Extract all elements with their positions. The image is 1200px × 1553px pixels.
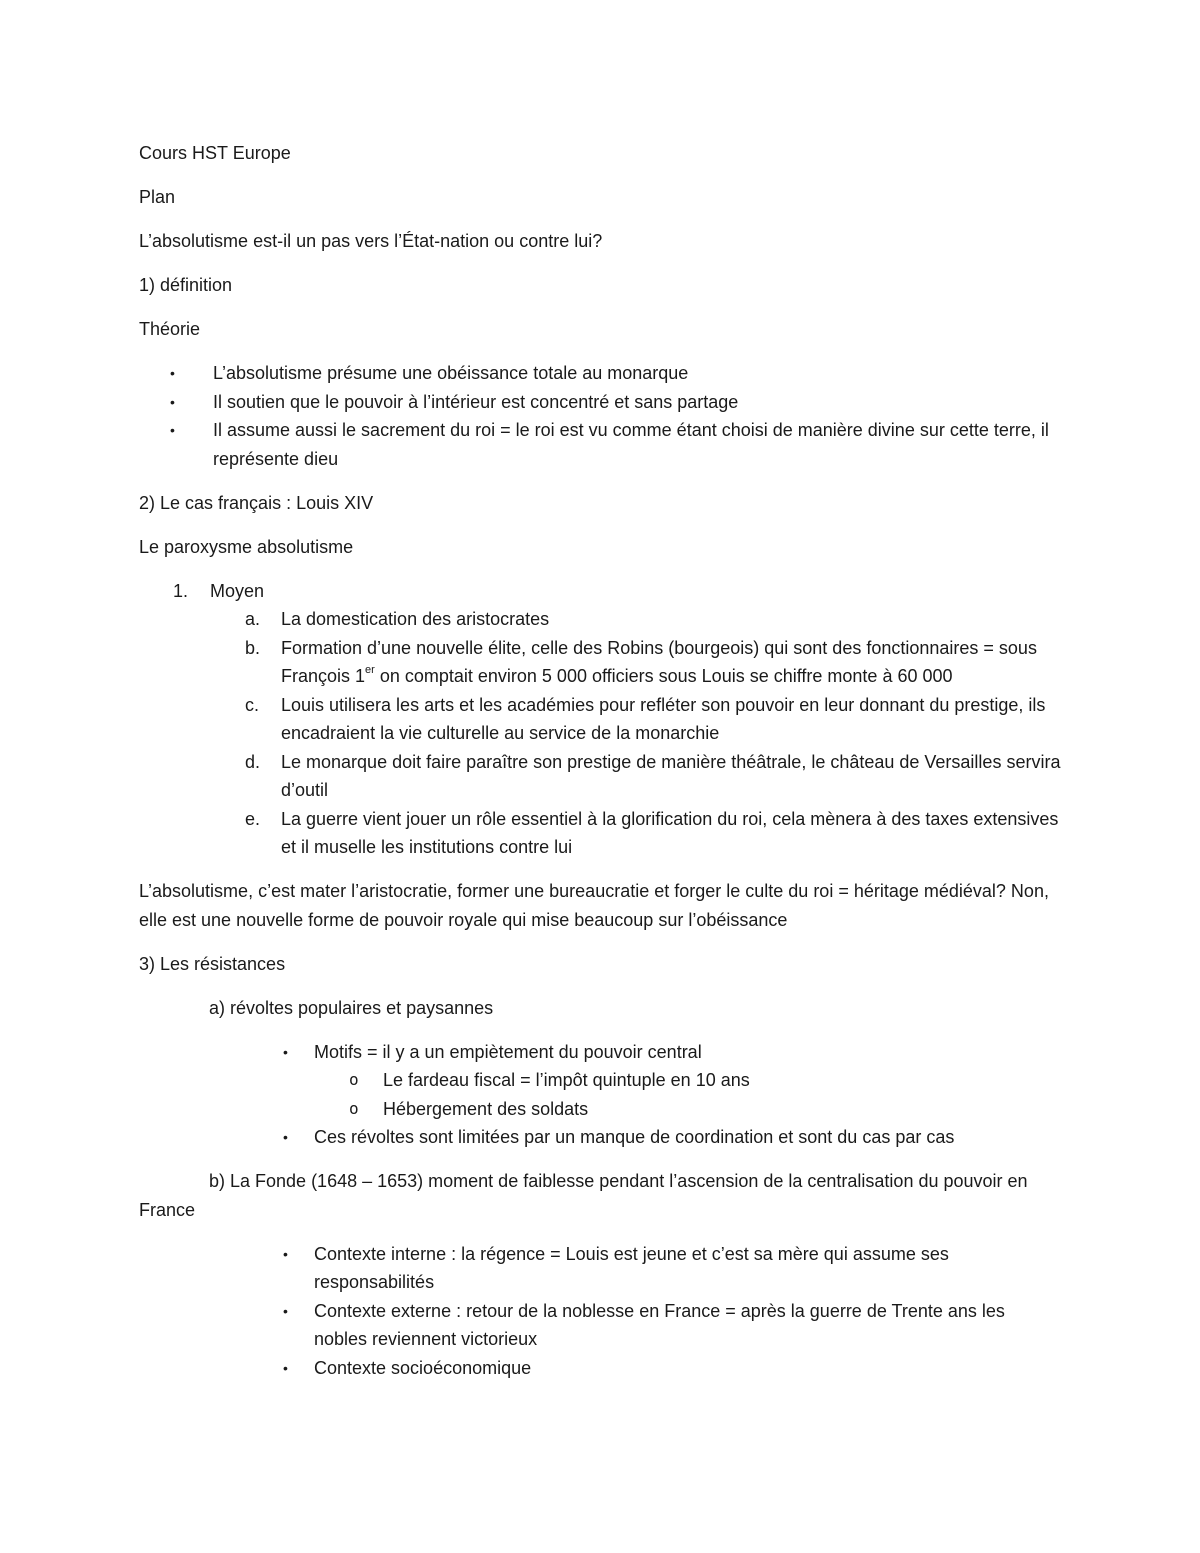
list-item: d. Le monarque doit faire paraître son prestige de manière théâtrale, le château de Versailles servira d’outil: [139, 748, 1061, 805]
superscript: er: [365, 664, 375, 676]
bullet-icon: •: [283, 1302, 288, 1319]
section-3-heading: 3) Les résistances: [139, 953, 286, 974]
sub-bullet-icon: o: [349, 1070, 359, 1089]
sub-bullet-icon: o: [349, 1098, 359, 1118]
list-letter: e.: [245, 808, 261, 829]
bullet-icon: •: [170, 393, 175, 410]
list-item: o Le fardeau fiscal = l’impôt quintuple en 10 ans: [314, 1066, 1061, 1095]
list-letter: c.: [245, 694, 260, 715]
section-1-subheading: Théorie: [139, 319, 201, 339]
bullet-icon: •: [283, 1245, 288, 1262]
subsection-b-heading: b) La Fonde (1648 – 1653) moment de faiblesse pendant l’ascension de la centralisation du pouvoir en France: [139, 1171, 1028, 1220]
list-item: • Contexte externe : retour de la noblesse en France = après la guerre de Trente ans les nobles reviennent victorieux: [213, 1297, 1061, 1354]
bullet-icon: •: [283, 1359, 288, 1376]
list-item: o Hébergement des soldats: [314, 1095, 1061, 1124]
list-letter: a.: [245, 609, 261, 629]
section-2-heading: 2) Le cas français : Louis XIV: [139, 492, 374, 513]
list-item: c. Louis utilisera les arts et les académies pour refléter son pouvoir en leur donnant du prestige, ils encadraient la vie culturelle au service de la monarchie: [139, 691, 1061, 748]
list-item: b. Formation d’une nouvelle élite, celle des Robins (bourgeois) qui sont des fonctionnaires = sous François 1er on comptait environ 5 000 officiers sous Louis se chiffre monte à 60 000: [139, 634, 1061, 691]
limits-bullet-list: [213, 1123, 1061, 1152]
motifs-sub-list: [314, 1066, 1061, 1123]
section-1-heading: 1) définition: [139, 275, 233, 295]
list-item: • Contexte socioéconomique: [213, 1354, 1061, 1383]
subsection-a-heading: a) révoltes populaires et paysannes: [209, 997, 494, 1018]
list-number: 1.: [173, 580, 189, 601]
document-body: [139, 139, 1061, 1398]
bullet-icon: •: [283, 1043, 288, 1060]
list-letter: b.: [245, 637, 261, 658]
moyen-sub-list: [210, 605, 1061, 862]
list-item: • L’absolutisme présume une obéissance totale au monarque: [139, 359, 1061, 388]
list-item: • Motifs = il y a un empiètement du pouvoir central: [213, 1038, 1061, 1067]
section-2-subheading: Le paroxysme absolutisme: [139, 536, 354, 557]
main-question: L’absolutisme est-il un pas vers l’État-nation ou contre lui?: [139, 231, 603, 251]
list-item: 1. Moyen a. La domestication des aristocrates b. Formation d’une nouvelle élite, celle des Robins (bourgeois) qui sont des fonctionnaires = sous François 1er on comptait environ 5 000 officiers sous Louis se chiffre monte à 60 000 c. Louis utilisera les arts et les académies pour refléter son pouvoir en leur donnant du prestige, ils encadraient la vie culturelle au service de la monarchie d. Le monarque doit faire paraître son prestige de manière théâtrale, le château de Versailles servira d’outil e. La guerre vient jouer un rôle essentiel à la glorification du roi, cela mènera à des taxes extensives et il muselle les institutions contre lui: [139, 577, 1061, 862]
theory-bullet-list: [139, 359, 1061, 473]
plan-label: Plan: [139, 187, 176, 207]
moyen-numbered-list: [139, 577, 1061, 862]
revoltes-bullet-list: [213, 1038, 1061, 1067]
bullet-icon: •: [170, 365, 175, 381]
bullet-icon: •: [283, 1129, 288, 1145]
list-item: • Contexte interne : la régence = Louis est jeune et c’est sa mère qui assume ses responsabilités: [213, 1240, 1061, 1297]
list-item: • Ces révoltes sont limitées par un manque de coordination et sont du cas par cas: [213, 1123, 1061, 1152]
list-letter: d.: [245, 751, 261, 772]
list-item: • Il soutien que le pouvoir à l’intérieur est concentré et sans partage: [139, 388, 1061, 417]
list-item: a. La domestication des aristocrates: [139, 605, 1061, 634]
section-2-conclusion: L’absolutisme, c’est mater l’aristocratie, former une bureaucratie et forger le culte du roi = héritage médiéval? Non, elle est une nouvelle forme de pouvoir royale qui mise beaucoup sur l’obéissance: [139, 881, 1049, 930]
list-item: e. La guerre vient jouer un rôle essentiel à la glorification du roi, cela mènera à des taxes extensives et il muselle les institutions contre lui: [139, 805, 1061, 862]
list-item: • Il assume aussi le sacrement du roi = le roi est vu comme étant choisi de manière divine sur cette terre, il représente dieu: [139, 416, 1061, 473]
document-title: Cours HST Europe: [139, 143, 291, 163]
fronde-context-list: [213, 1240, 1061, 1383]
bullet-icon: •: [170, 422, 175, 438]
